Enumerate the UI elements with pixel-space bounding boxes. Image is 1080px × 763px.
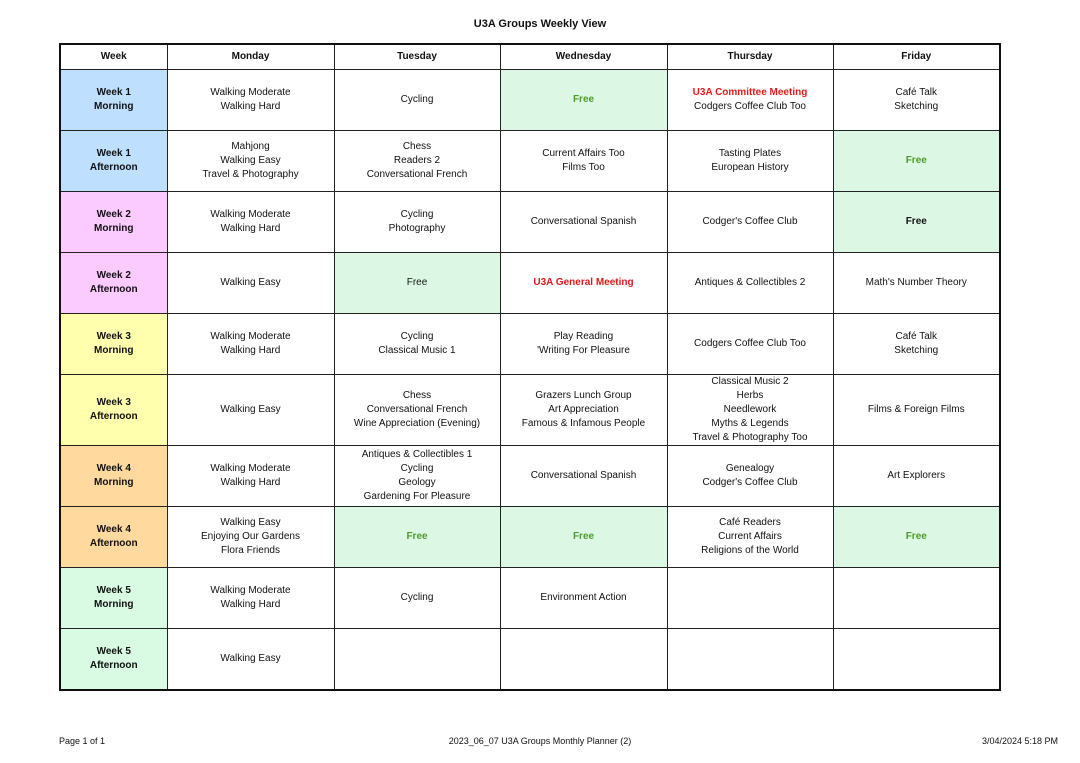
group-name: Walking Hard [220,345,281,356]
group-name: Geology [398,477,436,488]
group-name: European History [711,162,789,173]
free-slot-label: Free [406,531,428,542]
free-slot-label: Free [905,531,927,542]
week-label-cell [60,253,167,314]
schedule-cell-friday [833,253,1000,314]
group-name: Sketching [894,101,939,112]
column-header-thursday: Thursday [667,44,833,70]
schedule-cell-wednesday [500,253,667,314]
schedule-cell-wednesday [500,70,667,131]
group-name: Walking Easy [220,155,281,166]
group-name: Walking Moderate [210,463,291,474]
group-name: Walking Hard [220,101,281,112]
week-label-line: Week 2 [96,209,131,220]
week-label-cell [60,314,167,375]
schedule-row [60,446,1000,507]
schedule-cell-monday [167,314,334,375]
page-title: U3A Groups Weekly View [473,18,607,30]
group-name: Codger's Coffee Club [702,216,798,227]
week-label-cell [60,375,167,446]
footer-file-name: 2023_06_07 U3A Groups Monthly Planner (2) [448,736,632,746]
group-name: Enjoying Our Gardens [201,531,300,542]
group-name: Conversational French [366,169,468,180]
schedule-cell-tuesday [334,70,500,131]
group-name: Walking Moderate [210,87,291,98]
schedule-cell-thursday [667,446,833,507]
group-name: Antiques & Collectibles 2 [694,277,806,288]
group-name: Current Affairs [718,531,782,542]
schedule-cell-friday [833,375,1000,446]
schedule-body [60,70,1000,690]
schedule-cell-thursday [667,192,833,253]
group-name: Tasting Plates [718,148,782,159]
group-name: Codgers Coffee Club Too [694,101,806,112]
group-name: Mahjong [231,141,270,152]
group-name: Walking Easy [220,277,281,288]
group-name: Walking Moderate [210,209,291,220]
schedule-cell-tuesday [334,131,500,192]
group-name: Films & Foreign Films [867,404,965,415]
schedule-row [60,375,1000,446]
group-name: Religions of the World [701,545,799,556]
week-label-cell [60,629,167,690]
group-name: Photography [388,223,446,234]
schedule-row [60,131,1000,192]
week-label-line: Week 2 [96,270,131,281]
week-label-line: Afternoon [89,284,138,295]
schedule-cell-friday [833,629,1000,690]
week-label-line: Morning [94,101,134,112]
schedule-cell-tuesday [334,568,500,629]
group-name: Genealogy [725,463,775,474]
free-slot-label: Free [406,277,428,288]
group-name: Needlework [723,404,777,415]
group-name: Art Appreciation [548,404,619,415]
group-name: Myths & Legends [711,418,789,429]
week-label-cell [60,70,167,131]
schedule-cell-monday [167,375,334,446]
group-name: Play Reading [553,331,614,342]
schedule-cell-wednesday [500,629,667,690]
group-name: Grazers Lunch Group [535,390,632,401]
schedule-cell-monday [167,131,334,192]
schedule-cell-tuesday [334,314,500,375]
week-label-cell [60,568,167,629]
group-name: Classical Music 2 [711,376,789,387]
schedule-cell-monday [167,192,334,253]
schedule-cell-monday [167,629,334,690]
footer-print-date: 3/04/2024 5:18 PM [981,736,1058,746]
group-name: Conversational Spanish [530,216,637,227]
week-label-line: Week 5 [96,645,131,657]
schedule-cell-thursday [667,131,833,192]
week-label-line: Morning [94,223,134,234]
group-name: Herbs [736,390,764,401]
schedule-cell-wednesday [500,446,667,507]
schedule-cell-wednesday [500,314,667,375]
group-name: Walking Hard [220,223,281,234]
free-slot-label: Free [572,94,595,105]
column-header-monday: Monday [167,44,334,70]
week-label-line: Afternoon [89,411,138,422]
schedule-cell-friday [833,314,1000,375]
schedule-cell-friday [833,568,1000,629]
schedule-cell-thursday [667,568,833,629]
schedule-cell-wednesday [500,568,667,629]
schedule-row [60,568,1000,629]
schedule-row [60,507,1000,568]
schedule-cell-tuesday [334,446,500,507]
week-label-line: Afternoon [89,659,138,671]
group-name: Walking Moderate [210,331,291,342]
schedule-cell-wednesday [500,131,667,192]
free-slot-label: Free [572,531,595,542]
week-label-cell [60,446,167,507]
week-label-line: Morning [94,477,134,488]
group-name: Readers 2 [393,155,441,166]
free-slot-label: Free [905,216,927,227]
week-label-line: Morning [94,599,134,610]
schedule-cell-wednesday [500,507,667,568]
week-label-line: Afternoon [89,162,138,173]
group-name: Chess [402,141,432,152]
schedule-cell-monday [167,253,334,314]
group-name: Classical Music 1 [378,345,456,356]
footer-page-number: Page 1 of 1 [59,736,106,746]
schedule-cell-thursday [667,507,833,568]
schedule-cell-thursday [667,253,833,314]
group-name: Travel & Photography [202,169,299,180]
schedule-cell-tuesday [334,375,500,446]
schedule-cell-friday [833,70,1000,131]
schedule-cell-friday [833,131,1000,192]
group-name: Travel & Photography Too [692,432,808,443]
schedule-row [60,70,1000,131]
schedule-cell-friday [833,507,1000,568]
group-name: Chess [402,390,432,401]
group-name: Current Affairs Too [542,148,625,159]
schedule-cell-wednesday [500,375,667,446]
week-label-line: Week 3 [96,397,131,408]
group-name: Café Readers [719,517,781,528]
group-name: Conversational Spanish [530,470,637,481]
group-name: Cycling [400,331,434,342]
schedule-cell-friday [833,446,1000,507]
group-name: 'Writing For Pleasure [537,345,630,356]
group-name: Cycling [400,463,434,474]
week-label-cell [60,192,167,253]
week-label-line: Morning [94,345,134,356]
schedule-cell-thursday [667,629,833,690]
group-name: Cycling [400,209,434,220]
schedule-row [60,314,1000,375]
schedule-cell-monday [167,507,334,568]
week-label-line: Week 4 [96,524,131,535]
weekly-schedule-table [59,43,1001,691]
week-label-line: Week 5 [96,585,131,596]
schedule-cell-tuesday [334,507,500,568]
group-name: Codgers Coffee Club Too [694,338,806,349]
schedule-cell-monday [167,446,334,507]
schedule-cell-monday [167,70,334,131]
group-name: Sketching [894,345,939,356]
schedule-cell-thursday [667,314,833,375]
week-label-cell [60,507,167,568]
group-name: Cycling [400,592,434,603]
meeting-label: U3A General Meeting [533,277,634,288]
week-label-cell [60,131,167,192]
group-name: Cycling [400,94,434,105]
group-name: Codger's Coffee Club [702,477,798,488]
group-name: Walking Hard [220,599,281,610]
schedule-cell-wednesday [500,192,667,253]
group-name: Conversational French [366,404,468,415]
group-name: Walking Moderate [210,585,291,596]
schedule-cell-thursday [667,70,833,131]
schedule-cell-monday [167,568,334,629]
free-slot-label: Free [905,155,927,166]
schedule-row [60,629,1000,690]
schedule-cell-thursday [667,375,833,446]
group-name: Math's Number Theory [865,277,967,288]
schedule-cell-friday [833,192,1000,253]
group-name: Antiques & Collectibles 1 [361,449,473,460]
group-name: Walking Hard [220,477,281,488]
schedule-row [60,253,1000,314]
schedule-cell-tuesday [334,253,500,314]
week-label-line: Afternoon [89,538,138,549]
week-label-line: Week 4 [96,463,131,474]
column-header-wednesday: Wednesday [500,44,667,70]
schedule-cell-tuesday [334,192,500,253]
column-header-tuesday: Tuesday [334,44,500,70]
column-header-week: Week [60,44,167,70]
week-label-line: Week 1 [96,148,131,159]
week-label-line: Week 3 [96,331,131,342]
group-name: Café Talk [895,87,937,98]
meeting-label: U3A Committee Meeting [692,87,808,98]
group-name: Walking Easy [220,652,281,664]
group-name: Wine Appreciation (Evening) [353,418,481,429]
group-name: Famous & Infamous People [521,418,646,429]
group-name: Café Talk [895,331,937,342]
group-name: Films Too [562,162,605,173]
group-name: Flora Friends [221,545,280,556]
header-row [60,44,1000,70]
group-name: Art Explorers [887,470,946,481]
group-name: Gardening For Pleasure [363,491,471,502]
schedule-row [60,192,1000,253]
group-name: Walking Easy [220,404,281,415]
group-name: Walking Easy [220,517,281,528]
group-name: Environment Action [540,592,627,603]
column-header-friday: Friday [833,44,1000,70]
week-label-line: Week 1 [96,87,131,98]
schedule-cell-tuesday [334,629,500,690]
